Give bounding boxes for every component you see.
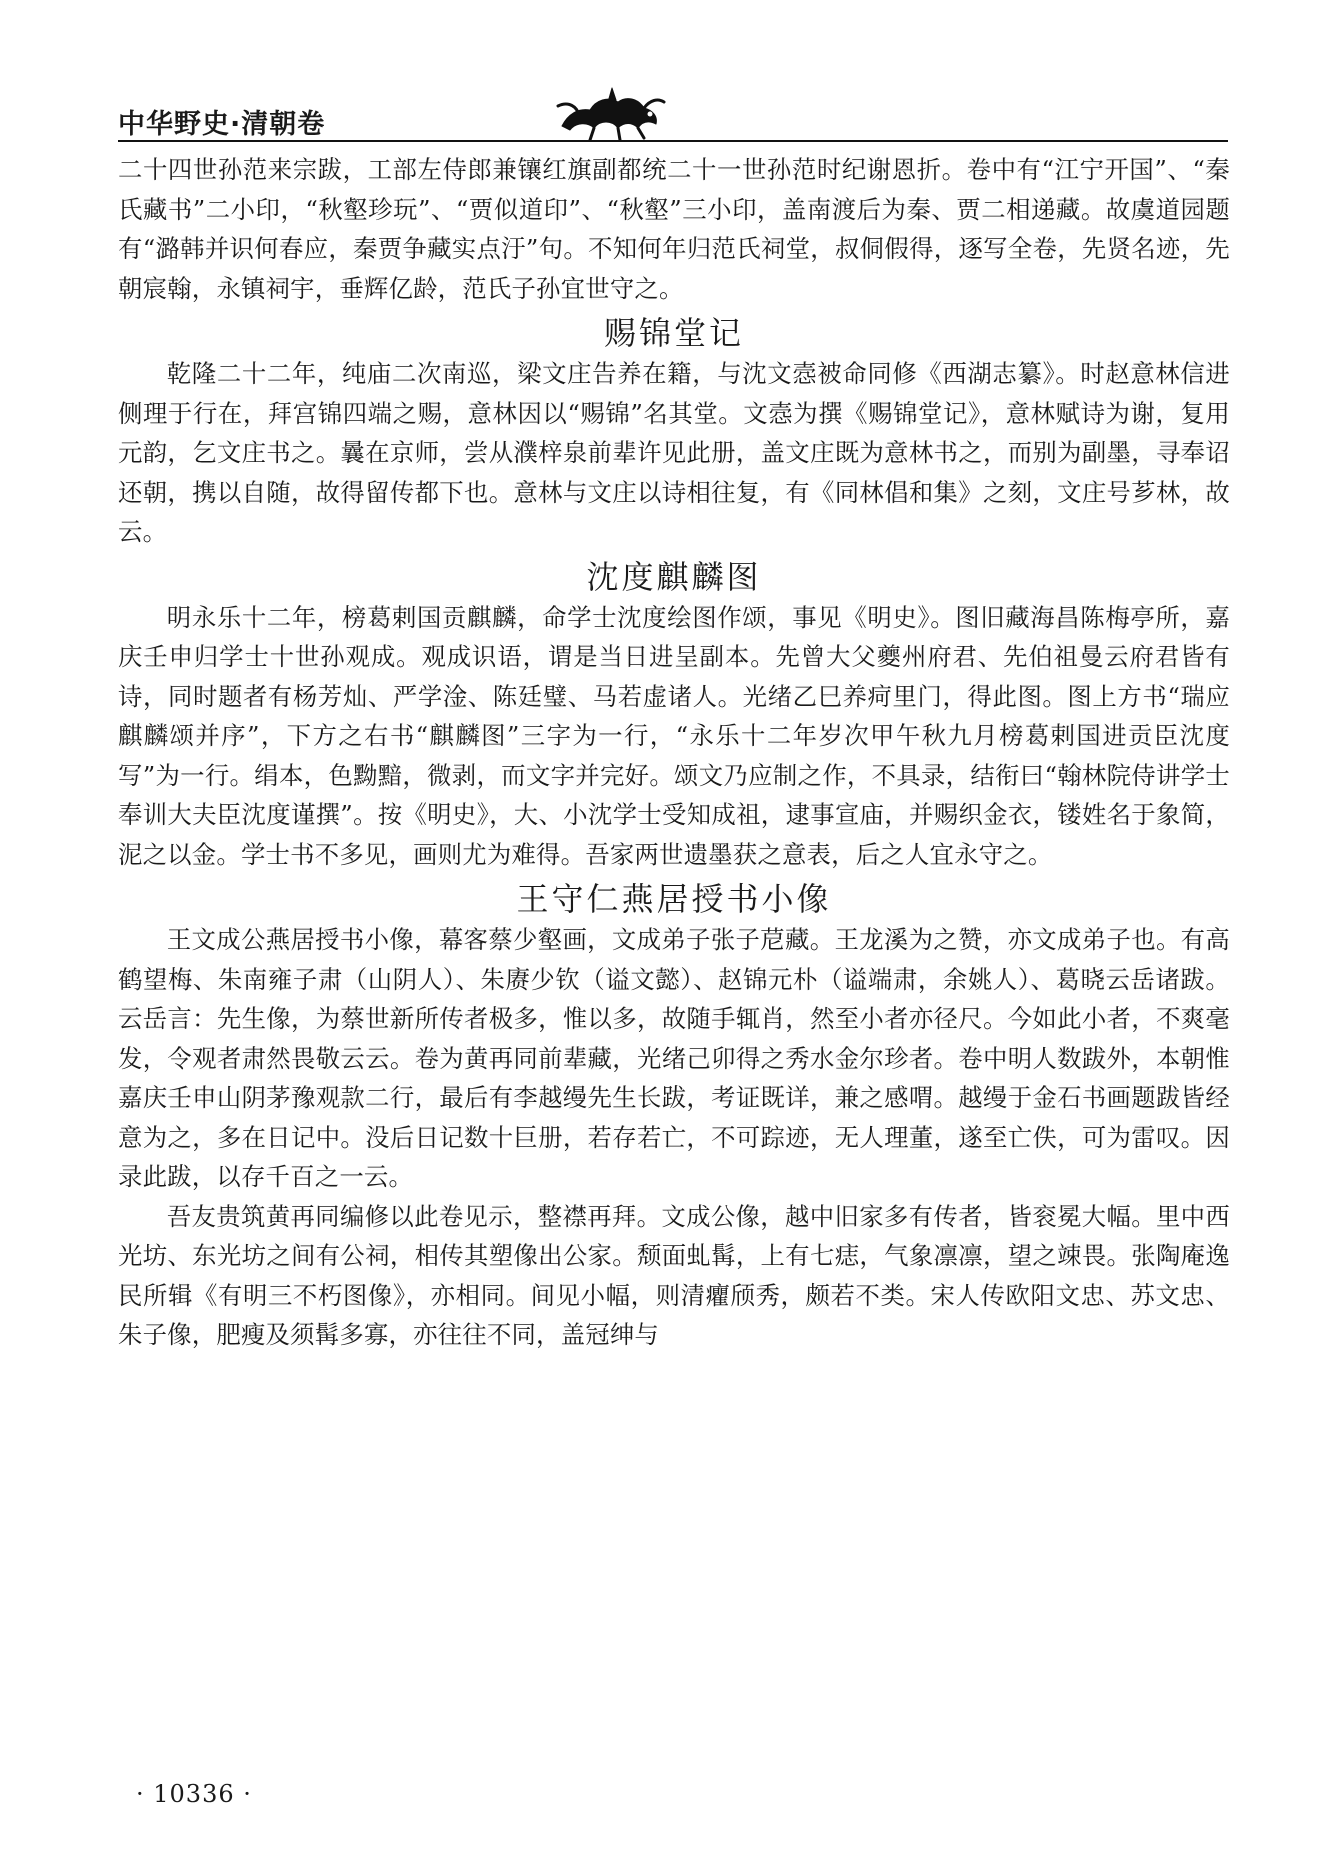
intro-paragraph: 二十四世孙范来宗跋，工部左侍郎兼镶红旗副都统二十一世孙范时纪谢恩折。卷中有“江宁开国”、“秦氏藏书”二小印，“秋壑珍玩”、“贾似道印”、“秋壑”三小印，盖南渡后为秦、贾二相递藏。故虞道园题有“潞韩并识何春应，秦贾争藏实点汙”句。不知何年归范氏祠堂，叔侗假得，逐写全卷，先贤名迹，先朝宸翰，永镇祠宇，垂辉亿龄，范氏子孙宜世守之。	[118, 155, 1230, 303]
book-title: 中华野史·清朝卷	[118, 109, 326, 140]
section-paragraph: 乾隆二十二年，纯庙二次南巡，梁文庄告养在籍，与沈文悫被命同修《西湖志纂》。时赵意林信进侧理于行在，拜宫锦四端之赐，意林因以“赐锦”名其堂。文悫为撰《赐锦堂记》，意林赋诗为谢，复用元韵，乞文庄书之。曩在京师，尝从濮梓泉前辈许见此册，盖文庄既为意林书之，而别为副墨，寻奉诏还朝，携以自随，故得留传都下也。意林与文庄以诗相往复，有《同林倡和集》之刻，文庄号芗林，故云。	[118, 359, 1230, 546]
running-header	[118, 92, 1228, 144]
section-paragraph: 明永乐十二年，榜葛剌国贡麒麟，命学士沈度绘图作颂，事见《明史》。图旧藏海昌陈梅亭所，嘉庆壬申归学士十世孙观成。观成识语，谓是当日进呈副本。先曾大父夔州府君、先伯祖曼云府君皆有诗，同时题者有杨芳灿、严学淦、陈廷璧、马若虚诸人。光绪乙巳养疴里门，得此图。图上方书“瑞应麒麟颂并序”，下方之右书“麒麟图”三字为一行，“永乐十二年岁次甲午秋九月榜葛剌国进贡臣沈度写”为一行。绢本，色黝黯，微剥，而文字并完好。颂文乃应制之作，不具录，结衔曰“翰林院侍讲学士奉训大夫臣沈度谨撰”。按《明史》，大、小沈学士受知成祖，逮事宣庙，并赐织金衣，镂姓名于象简，泥之以金。学士书不多见，画则尤为难得。吾家两世遗墨获之意表，后之人宜永守之。	[118, 602, 1230, 869]
page-number: · 10336 ·	[136, 1780, 252, 1808]
page-body	[118, 150, 1230, 1355]
header-rule	[118, 140, 1228, 142]
section-paragraph: 王文成公燕居授书小像，幕客蔡少壑画，文成弟子张子苨藏。王龙溪为之赞，亦文成弟子也。有高鹤望梅、朱南雍子肃（山阴人）、朱赓少钦（谥文懿）、赵锦元朴（谥端肃，余姚人）、葛晓云岳诸跋。云岳言：先生像，为蔡世新所传者极多，惟以多，故随手辄肖，然至小者亦径尺。今如此小者，不爽毫发，令观者肃然畏敬云云。卷为黄再同前辈藏，光绪己卯得之秀水金尔珍者。卷中明人数跋外，本朝惟嘉庆壬申山阴茅豫观款二行，最后有李越缦先生长跋，考证既详，兼之感喟。越缦于金石书画题跋皆经意为之，多在日记中。没后日记数十巨册，若存若亡，不可踪迹，无人理董，遂至亡佚，可为雷叹。因录此跋，以存千百之一云。	[118, 925, 1230, 1191]
section-title-shendu-qilin: 沈度麒麟图	[586, 557, 762, 596]
section-title-wangshouren: 王守仁燕居授书小像	[516, 880, 832, 918]
dragon-emblem-icon	[548, 86, 668, 142]
section-title-cijintang: 赐锦堂记	[603, 314, 744, 352]
section-paragraph: 吾友贵筑黄再同编修以此卷见示，整襟再拜。文成公像，越中旧家多有传者，皆衮冕大幅。里中西光坊、东光坊之间有公祠，相传其塑像出公家。颓面虬髯，上有七痣，气象凛凛，望之竦畏。张陶庵逸民所辑《有明三不朽图像》，亦相同。间见小幅，则清癯颀秀，颇若不类。宋人传欧阳文忠、苏文忠、朱子像，肥瘦及须髯多寡，亦往往不同，盖冠绅与	[118, 1201, 1230, 1349]
